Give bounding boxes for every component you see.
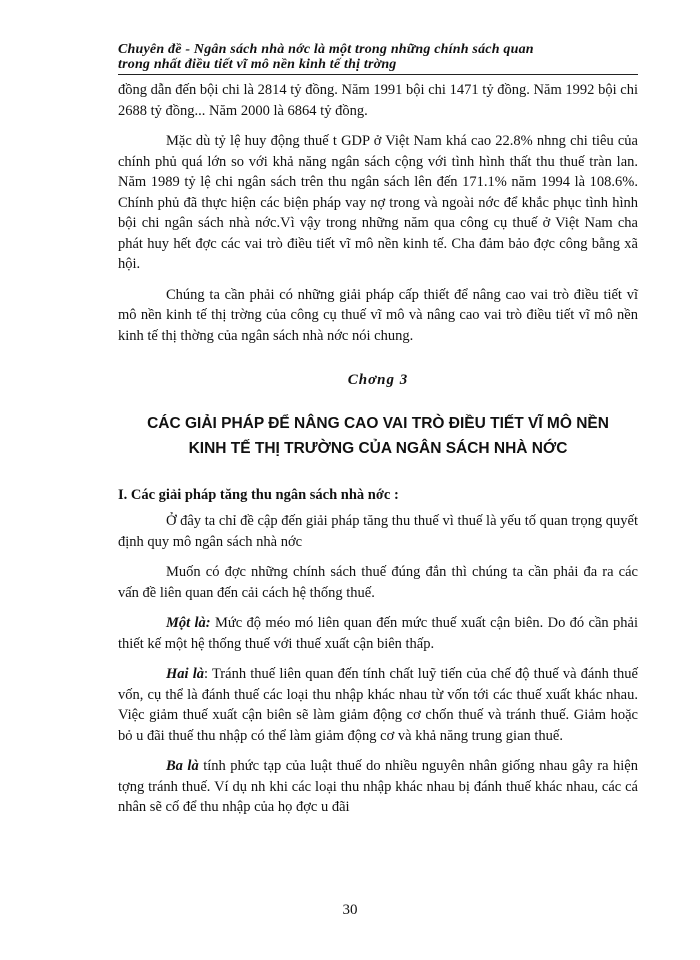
page-number: 30: [342, 902, 358, 918]
point-two-text: : Tránh thuế liên quan đến tính chất luỹ tiến của chế độ thuế và đánh thuế vốn, cụ thể là đánh thuế các loại thu nhập khác nhau từ vốn tới các thuế xuất khác nhau. Việc giảm thuế xuất cận biên sẽ làm giảm động cơ chốn thuế và tránh thuế. Giảm hoặc bỏ u đãi thuế thu nhập có thể làm giảm động cơ và khả năng trung gian thuế.: [118, 666, 638, 744]
point-one-text: Mức độ méo mó liên quan đến mức thuế xuất cận biên. Do đó cần phải thiết kế một hệ thống thuế với thuế xuất cận biên thấp.: [118, 615, 638, 652]
chapter-heading: Chơng 3: [347, 372, 409, 388]
body-paragraph-4: [118, 664, 638, 746]
chapter-title-line-1: CÁC GIẢI PHÁP ĐỂ NÂNG CAO VAI TRÒ ĐIỀU TIẾT VĨ MÔ NỀN: [147, 414, 609, 432]
point-two-label: Hai là: [166, 666, 205, 682]
body-paragraph-3: [118, 613, 638, 654]
body-paragraph-5: [118, 756, 638, 818]
section-heading: I. Các giải pháp tăng thu ngân sách nhà nớc :: [118, 486, 399, 503]
header-divider: [118, 74, 638, 75]
chapter-title: [118, 411, 638, 461]
point-three-label: Ba là: [166, 758, 199, 774]
paragraph-solutions-needed: Chúng ta cần phải có những giải pháp cấp thiết để nâng cao vai trò điều tiết vĩ mô nền kinh tế thị trờng của công cụ thuế vĩ mô và nâng cao vai trò điều tiết vĩ mô nền kinh tế thị thờng của ngân sách nhà nớc nói chung.: [118, 286, 638, 344]
paragraph-continuation: đồng dẫn đến bội chi là 2814 tỷ đồng. Năm 1991 bội chi 1471 tỷ đồng. Năm 1992 bội chi 2688 tỷ đồng... Năm 2000 là 6864 tỷ đồng.: [118, 82, 638, 119]
point-one-label: Một là:: [166, 615, 211, 631]
header-line-2: trong nhất điều tiết vĩ mô nền kinh tế thị trờng: [118, 57, 397, 72]
running-header: [118, 42, 638, 72]
chapter-title-line-2: KINH TẾ THỊ TRƯỜNG CỦA NGÂN SÁCH NHÀ NỚC: [188, 439, 568, 457]
point-three-text: tính phức tạp của luật thuế do nhiều nguyên nhân giống nhau gây ra hiện tợng tránh thuế. Ví dụ nh khi các loại thu nhập khác nhau bị đánh thuế khác nhau, các cá nhân sẽ cố để thu nhập của họ đợc u đãi: [118, 758, 638, 815]
header-line-1: Chuyên đề - Ngân sách nhà nớc là một trong những chính sách quan: [118, 42, 534, 57]
body-paragraph-2: Muốn có đợc những chính sách thuế đúng đắn thì chúng ta cần phải đa ra các vấn đề liên quan đến cải cách hệ thống thuế.: [118, 564, 638, 601]
page-content: [118, 80, 638, 818]
body-paragraph-1: Ở đây ta chỉ đề cập đến giải pháp tăng thu thuế vì thuế là yếu tố quan trọng quyết định quy mô ngân sách nhà nớc: [118, 513, 638, 550]
paragraph-tax-mobilization: Mặc dù tỷ lệ huy động thuế t GDP ở Việt Nam khá cao 22.8% nhng chi tiêu của chính phủ quá lớn so với khả năng ngân sách cộng với tình hình thất thu thuế tràn lan. Năm 1989 tỷ lệ chi ngân sách trên thu ngân sách lên đến 171.1% năm 1994 là 108.6%. Chính phủ đã thực hiện các biện pháp vay nợ trong và ngoài nớc để khắc phục tình hình bội chi ngân sách nhà nớc.Vì vậy trong những năm qua công cụ thuế ở Việt Nam cha phát huy hết đợc các vai trò điều tiết vĩ mô nền kinh tế. Cha đảm bảo đợc công bằng xã hội.: [118, 133, 638, 272]
